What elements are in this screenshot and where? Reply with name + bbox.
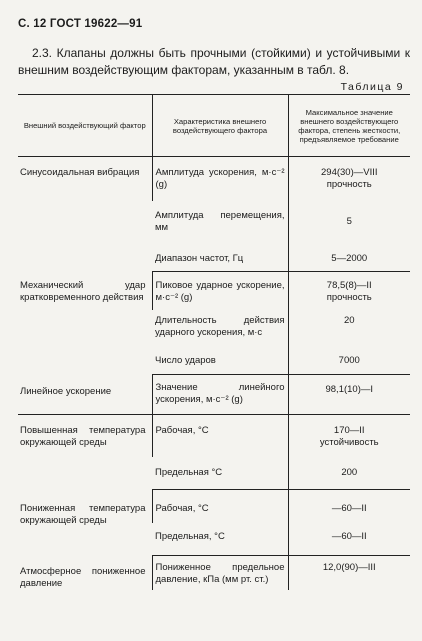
factor-cell: Пониженная температура окружающей среды [20,502,146,526]
characteristic-cell: Предельная °С [152,457,288,490]
characteristic-cell: Амплитуда перемещения, мм [155,209,285,233]
characteristic-cell: Рабочая, °С [152,490,288,523]
factor-cell: Синусоидальная вибрация [20,167,140,178]
value-text: 294(30)—VIII [321,167,378,178]
value-text: 78,5(8)—II [326,280,372,291]
value-cell: 5—2000 [288,240,410,272]
value-note: прочность [326,179,372,190]
value-cell [288,415,410,457]
value-text: 170—II [333,425,365,436]
value-cell: 5 [288,201,410,240]
characteristic-cell: Пониженное предельное давление, кПа (мм рт. ст.) [152,556,288,590]
table-caption: Таблица 9 [340,81,404,93]
factor-cell: Повышенная температура окружающей среды [20,425,146,448]
factor-cell: Механический удар кратковременного действия [20,279,146,303]
table-header-row [18,95,410,157]
characteristic-cell: Пиковое ударное ускорение, м·с⁻² (g) [152,272,288,310]
characteristic-cell: Диапазон частот, Гц [152,240,288,272]
table-row [18,556,410,590]
table-row [18,272,410,310]
value-cell: 20 [288,310,410,344]
requirements-table [18,94,410,590]
characteristic-cell: Длительность действия ударного ускорения, м·с [155,314,285,338]
table-row [18,375,410,415]
table-row [18,490,410,523]
page-header: С. 12 ГОСТ 19622—91 [18,18,143,30]
characteristic-cell: Значение линейного ускорения, м·с⁻² (g) [152,375,288,415]
table-row [18,157,410,201]
characteristic-cell: Рабочая, °С [152,415,288,457]
value-cell: 200 [288,457,410,490]
value-cell [288,272,410,310]
value-cell [288,157,410,201]
value-cell: 7000 [288,344,410,375]
header-characteristic: Характеристика внешнего воздействующего фактора [152,95,288,157]
intro-paragraph: 2.3. Клапаны должны быть прочными (стойкими) и устойчивыми к внешним воздействующим факторам, указанным в табл. 8. [18,46,410,77]
factor-cell: Атмосферное пониженное давление [20,565,146,589]
characteristic-cell: Предельная, °С [152,523,288,556]
header-factor: Внешний воздействующий фактор [18,95,152,157]
value-cell: —60—II [288,523,410,556]
factor-cell: Линейное ускорение [18,375,152,415]
characteristic-cell: Число ударов [152,344,288,375]
header-value: Максимальное значение внешнего воздействующего фактора, степень жесткости, предъявляемое требование [288,95,410,157]
value-cell: 98,1(10)—I [288,375,410,415]
table-row [18,415,410,457]
value-cell: —60—II [288,490,410,523]
characteristic-cell: Амплитуда ускорения, м·с⁻² (g) [152,157,288,201]
value-note: прочность [326,292,372,303]
value-note: устойчивость [319,437,379,448]
value-cell: 12,0(90)—III [288,556,410,590]
